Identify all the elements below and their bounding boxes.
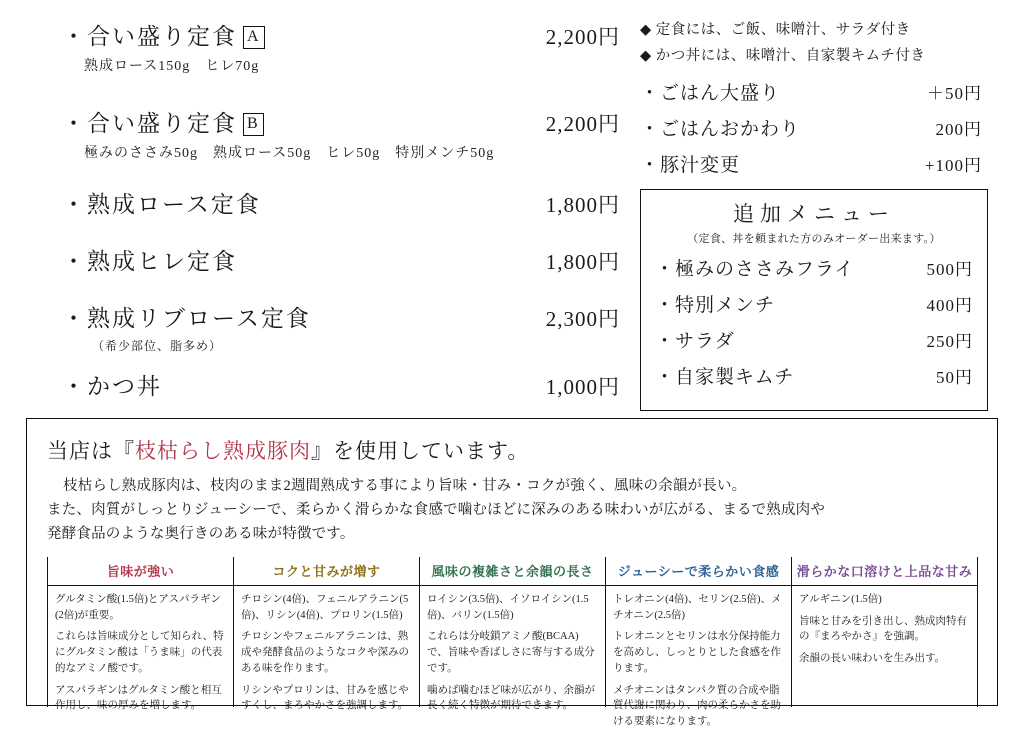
attribute-card-paragraph: チロシンやフェニルアラニンは、熟成や発酵食品のようなコクや深みのある味を作ります。	[241, 631, 409, 674]
extra-menu-price: 500円	[926, 260, 973, 279]
option-name: ・豚汁変更	[640, 155, 741, 176]
attribute-card-paragraph: グルタミン酸(1.5倍)とアスパラギン(2倍)が重要。	[55, 593, 221, 621]
menu-item-price: 2,200円	[545, 25, 620, 49]
attribute-card-paragraph: トレオニンとセリンは水分保持能力を高めし、しっとりとした食感を作ります。	[613, 631, 781, 674]
attribute-card-paragraph: 余韻の長い味わいを生み出す。	[799, 653, 946, 665]
extra-menu-box	[640, 189, 988, 411]
panel-body-line: また、肉質がしっとりジューシーで、柔らかく滑らかな食感で噛むほどに深みのある味わいが広がる、まるで熟成肉や	[47, 501, 826, 518]
option-name: ・ごはん大盛り	[640, 83, 781, 104]
menu-item-row	[62, 186, 636, 219]
attribute-card-paragraph: これらは分岐鎖アミノ酸(BCAA)で、旨味や香ばしさに寄与する成分です。	[427, 631, 595, 674]
set-note: ◆ かつ丼には、味噌汁、自家製キムチ付き	[640, 48, 926, 64]
option-row	[640, 114, 988, 141]
menu-item-row	[62, 243, 636, 276]
attribute-card-paragraph: これらは旨味成分として知られ、特にグルタミン酸は「うま味」の代表的なアミノ酸です。	[55, 631, 224, 674]
attribute-card-paragraph: アスパラギンはグルタミン酸と相互作用し、味の厚みを増します。	[55, 684, 222, 712]
set-note: ◆ 定食には、ご飯、味噌汁、サラダ付き	[640, 22, 911, 38]
attribute-card	[419, 557, 606, 712]
menu-item-subtext: 極みのささみ50g 熟成ロース50g ヒレ50g 特別メンチ50g	[84, 146, 495, 161]
attribute-card-text	[420, 586, 605, 726]
extra-menu-subtitle: （定食、丼を頼まれた方のみオーダー出来ます。）	[687, 233, 941, 245]
attribute-card-title: ジューシーで柔らかい食感	[606, 557, 791, 586]
attribute-card-paragraph: アルギニン(1.5倍)	[799, 593, 882, 605]
attribute-card-title: コクと甘みが増す	[234, 557, 419, 586]
extra-menu-name: ・極みのささみフライ	[655, 259, 855, 280]
menu-item-price: 1,000円	[545, 375, 620, 399]
menu-item-name: ・熟成リブロース定食	[62, 306, 311, 331]
menu-item-row	[62, 18, 636, 51]
side-panel	[636, 18, 988, 411]
extra-menu-price: 50円	[936, 368, 973, 387]
main-menu-list	[26, 18, 636, 401]
panel-heading-post: 』を使用しています。	[311, 439, 530, 463]
attribute-card	[605, 557, 792, 728]
option-price: +100円	[924, 156, 982, 175]
extra-menu-row	[655, 290, 973, 317]
option-price: 200円	[935, 120, 982, 139]
attribute-card-text	[234, 586, 419, 726]
menu-item-row	[62, 300, 636, 333]
option-price: ＋50円	[927, 84, 982, 103]
panel-body-line: 発酵食品のような奥行きのある味が特徴です。	[47, 525, 355, 542]
option-name: ・ごはんおかわり	[640, 119, 801, 140]
attribute-card-title: 滑らかな口溶けと上品な甘み	[792, 557, 977, 586]
attribute-card-title: 旨味が強い	[48, 557, 233, 586]
attribute-card-paragraph: 噛めば噛むほど味が広がり、余韻が長く続く特徴が期待できます。	[427, 684, 595, 712]
extra-menu-price: 400円	[926, 296, 973, 315]
panel-body-line: 枝枯らし熟成豚肉は、枝肉のまま2週間熟成する事により旨味・甘み・コクが強く、風味の余韻が長い。	[63, 478, 747, 494]
menu-item-name	[62, 105, 264, 138]
extra-menu-name: ・サラダ	[655, 331, 735, 352]
option-row	[640, 78, 988, 105]
menu-item-subtext: （希少部位、脂多め）	[92, 339, 223, 353]
menu-item-price: 2,200円	[545, 112, 620, 136]
panel-heading-accent: 枝枯らし熟成豚肉	[135, 439, 311, 463]
menu-item-name	[62, 18, 265, 51]
menu-item-name: ・熟成ヒレ定食	[62, 249, 237, 274]
attribute-card-paragraph: チロシン(4倍)、フェニルアラニン(5倍)、リシン(4倍)、プロリン(1.5倍)	[241, 593, 409, 621]
panel-heading	[47, 435, 977, 465]
attribute-card-paragraph: リシンやプロリンは、甘みを感じやすくし、まろやかさを強調します。	[241, 684, 409, 712]
attribute-card-text	[48, 586, 233, 726]
extra-menu-row	[655, 326, 973, 353]
attribute-cards	[47, 557, 977, 728]
extra-menu-name: ・特別メンチ	[655, 295, 776, 316]
attribute-card	[47, 557, 234, 712]
menu-top-area	[26, 18, 998, 408]
attribute-card-text	[606, 586, 791, 742]
menu-item-subtext: 熟成ロース150g ヒレ70g	[84, 59, 260, 74]
attribute-card-title: 風味の複雑さと余韻の長さ	[420, 557, 605, 586]
extra-menu-price: 250円	[926, 332, 973, 351]
attribute-card-paragraph: メチオニンはタンパク質の合成や脂質代謝に関わり、肉の柔らかさを助ける要素になります。	[613, 684, 781, 728]
menu-item-name: ・熟成ロース定食	[62, 192, 261, 217]
extra-menu-name: ・自家製キムチ	[655, 367, 795, 388]
extra-menu-title: 追加メニュー	[733, 202, 895, 226]
extra-menu-row	[655, 254, 973, 281]
menu-item-name: ・かつ丼	[62, 374, 162, 399]
option-row	[640, 150, 988, 177]
menu-item-price: 1,800円	[545, 193, 620, 217]
menu-item-badge: B	[243, 113, 264, 136]
attribute-card	[791, 557, 978, 707]
attribute-card-paragraph: ロイシン(3.5倍)、イソロイシン(1.5倍)、バリン(1.5倍)	[427, 593, 589, 621]
menu-item-label: ・合い盛り定食	[62, 24, 237, 49]
attribute-card-text	[792, 586, 977, 679]
panel-heading-pre: 当店は『	[47, 439, 135, 463]
menu-item-price: 2,300円	[545, 307, 620, 331]
menu-item-price: 1,800円	[545, 250, 620, 274]
attribute-card-paragraph: 旨味と甘みを引き出し、熟成肉特有の『まろやかさ』を強調。	[799, 615, 967, 643]
pork-description-panel	[26, 418, 998, 728]
menu-item-badge: A	[243, 26, 265, 49]
panel-body	[47, 475, 977, 547]
menu-item-row	[62, 105, 636, 138]
menu-item-label: ・合い盛り定食	[62, 111, 237, 136]
attribute-card	[233, 557, 420, 712]
attribute-card-paragraph: トレオニン(4倍)、セリン(2.5倍)、メチオニン(2.5倍)	[613, 593, 782, 621]
extra-menu-row	[655, 362, 973, 389]
menu-item-row	[62, 368, 636, 401]
